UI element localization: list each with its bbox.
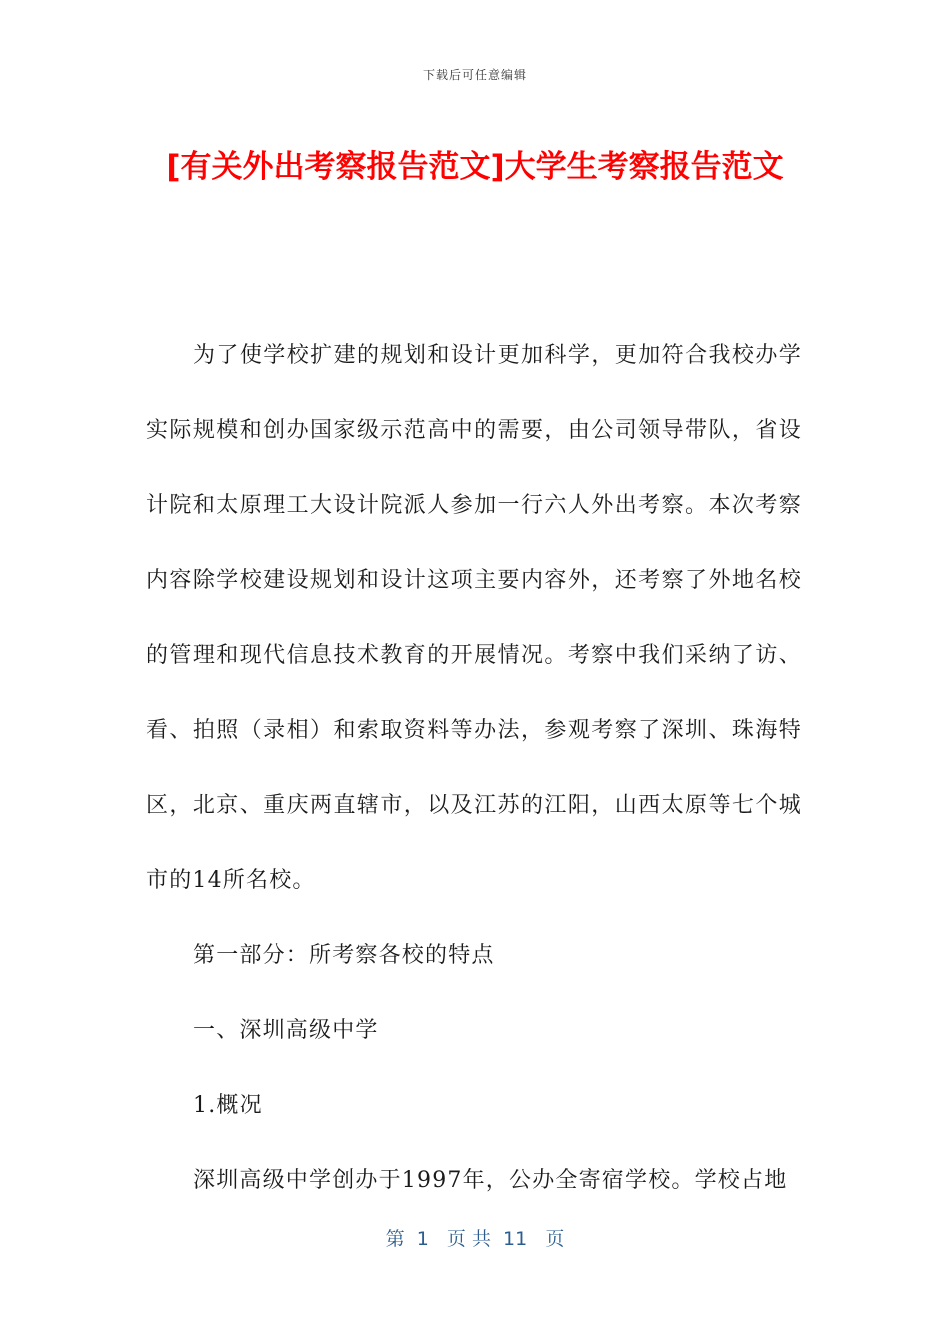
paragraph-overview: 深圳高级中学创办于1997年，公办全寄宿学校。学校占地 [193, 1168, 788, 1193]
subsection-heading: 一、深圳高级中学 [193, 1018, 379, 1043]
header-note: 下载后可任意编辑 [422, 68, 527, 82]
document-body [146, 318, 802, 1218]
document-title: [有关外出考察报告范文]大学生考察报告范文 [166, 149, 784, 185]
item-heading: 1.概况 [193, 1093, 263, 1118]
paragraph-intro: 为了使学校扩建的规划和设计更加科学，更加符合我校办学实际规模和创办国家级示范高中的需要，由公司领导带队，省设计院和太原理工大设计院派人参加一行六人外出考察。本次考察内容除学校建设规划和设计这项主要内容外，还考察了外地名校的管理和现代信息技术教育的开展情况。考察中我们采纳了访、看、拍照（录相）和索取资料等办法，参观考察了深圳、珠海特区，北京、重庆两直辖市，以及江苏的江阳，山西太原等七个城市的14所名校。 [146, 343, 802, 893]
page-number: 第 1 页 共 11 页 [385, 1228, 565, 1250]
section-heading: 第一部分：所考察各校的特点 [193, 943, 495, 968]
